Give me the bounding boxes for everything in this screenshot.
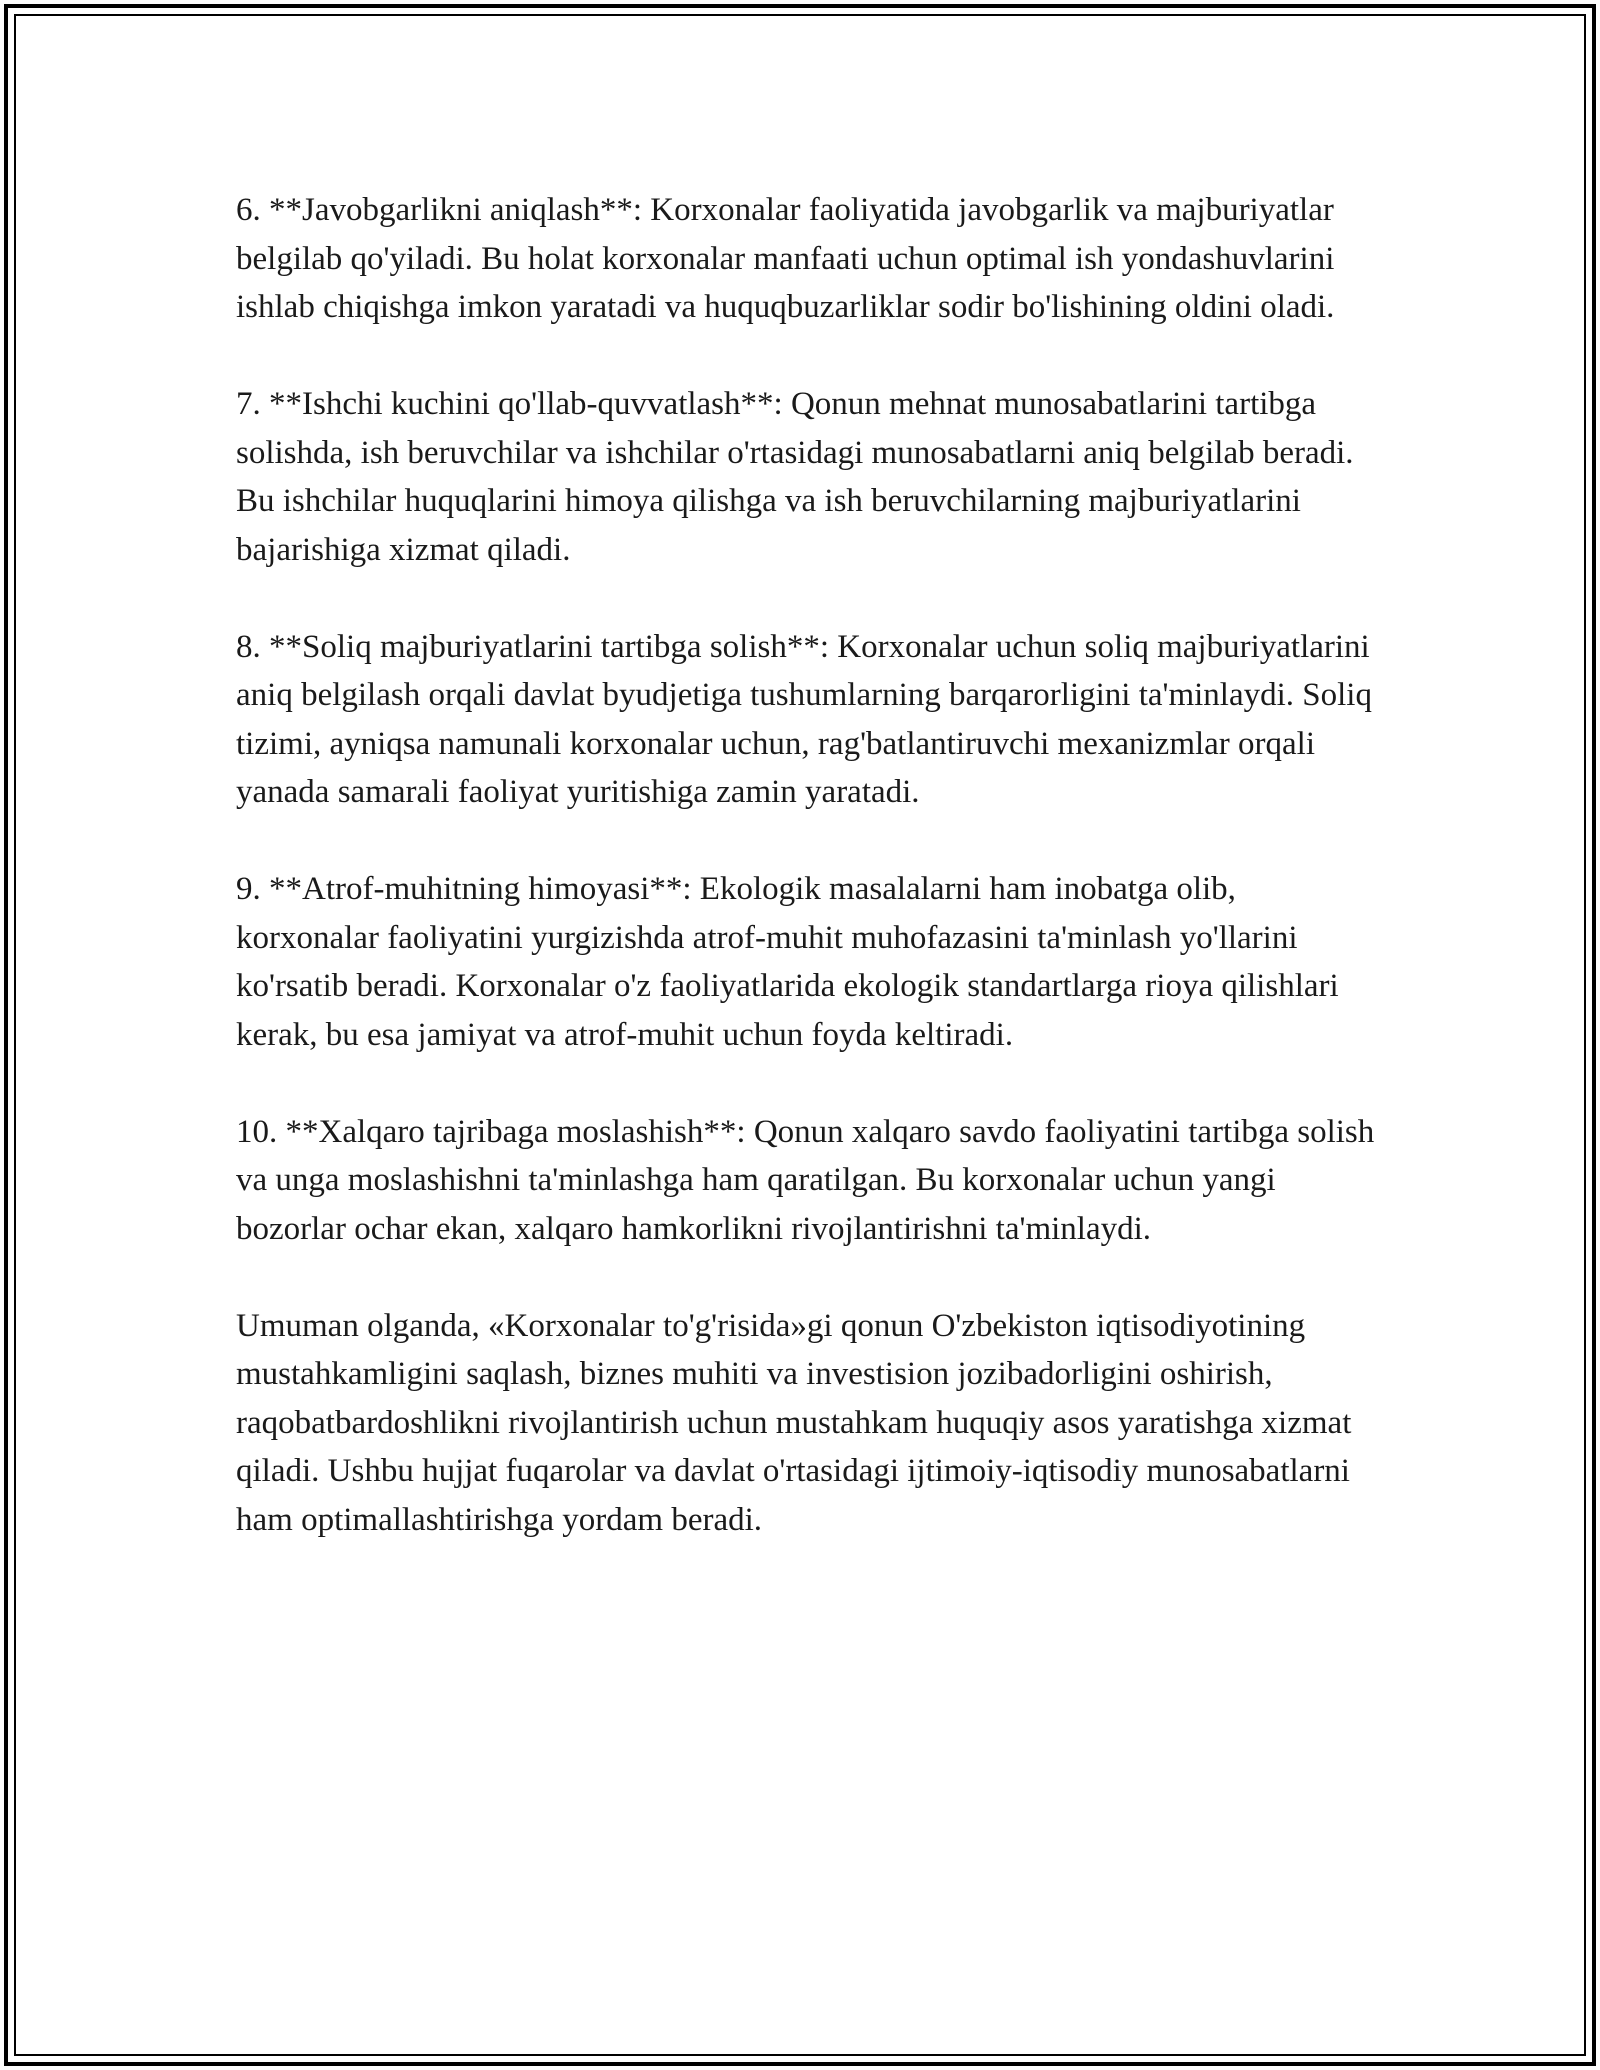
paragraph-item-7: 7. **Ishchi kuchini qo'llab-quvvatlash**: Qonun mehnat munosabatlarini tartibga solishda, ish beruvchilar va ishchilar o'rtasidagi munosabatlarni aniq belgilab beradi. Bu ishchilar huquqlarini himoya qilishga va ish beruvchilarning majburiyatlarini bajarishiga xizmat qiladi. (236, 386, 1354, 568)
conclusion-paragraph: Umuman olganda, «Korxonalar to'g'risida»gi qonun O'zbekiston iqtisodiyotining mustahkamligini saqlash, biznes muhiti va investision jozibadorligini oshirish, raqobatbardoshlikni rivojlantirish uchun mustahkam huquqiy asos yaratishga xizmat qiladi. Ushbu hujjat fuqarolar va davlat o'rtasidagi ijtimoiy-iqtisodiy munosabatlarni ham optimallashtirishga yordam beradi. (236, 1307, 1352, 1538)
document-body (236, 186, 1386, 1544)
paragraph-item-6: 6. **Javobgarlikni aniqlash**: Korxonalar faoliyatida javobgarlik va majburiyatlar belgilab qo'yiladi. Bu holat korxonalar manfaati uchun optimal ish yondashuvlarini ishlab chiqishga imkon yaratadi va huquqbuzarliklar sodir bo'lishining oldini oladi. (236, 192, 1335, 325)
paragraph-item-9: 9. **Atrof-muhitning himoyasi**: Ekologik masalalarni ham inobatga olib, korxonalar faoliyatini yurgizishda atrof-muhit muhofazasini ta'minlash yo'llarini ko'rsatib beradi. Korxonalar o'z faoliyatlarida ekologik standartlarga rioya qilishlari kerak, bu esa jamiyat va atrof-muhit uchun foyda keltiradi. (236, 871, 1339, 1053)
paragraph-item-10: 10. **Xalqaro tajribaga moslashish**: Qonun xalqaro savdo faoliyatini tartibga solish va unga moslashishni ta'minlashga ham qaratilgan. Bu korxonalar uchun yangi bozorlar ochar ekan, xalqaro hamkorlikni rivojlantirishni ta'minlaydi. (236, 1113, 1375, 1247)
paragraph-item-8: 8. **Soliq majburiyatlarini tartibga solish**: Korxonalar uchun soliq majburiyatlarini aniq belgilash orqali davlat byudjetiga tushumlarning barqarorligini ta'minlaydi. Soliq tizimi, ayniqsa namunali korxonalar uchun, rag'batlantiruvchi mexanizmlar orqali yanada samarali faoliyat yuritishiga zamin yaratadi. (236, 628, 1372, 810)
